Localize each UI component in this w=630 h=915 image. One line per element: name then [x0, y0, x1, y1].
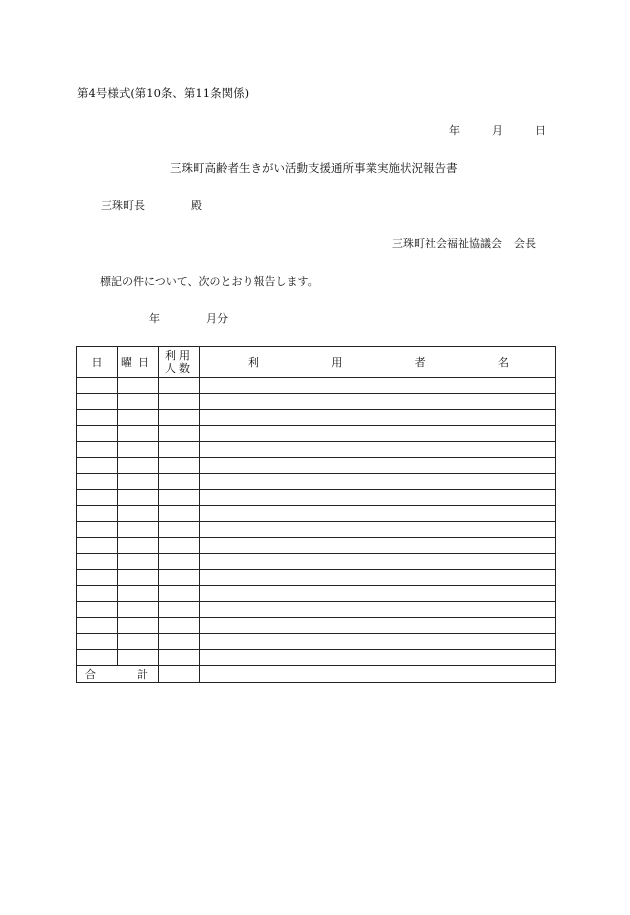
- table-row: [77, 650, 556, 666]
- users-cell[interactable]: [200, 506, 556, 522]
- table-row: [77, 522, 556, 538]
- users-cell[interactable]: [200, 410, 556, 426]
- table-row: [77, 458, 556, 474]
- header-day: 日: [77, 347, 118, 378]
- weekday-cell[interactable]: [118, 394, 159, 410]
- count-cell[interactable]: [159, 490, 200, 506]
- day-cell[interactable]: [77, 394, 118, 410]
- date-year: 年: [449, 124, 460, 137]
- day-cell[interactable]: [77, 458, 118, 474]
- total-label: [77, 666, 159, 683]
- weekday-cell[interactable]: [118, 522, 159, 538]
- count-cell[interactable]: [159, 410, 200, 426]
- total-users-cell[interactable]: [200, 666, 556, 683]
- table-row: [77, 570, 556, 586]
- count-cell[interactable]: [159, 586, 200, 602]
- count-cell[interactable]: [159, 522, 200, 538]
- day-cell[interactable]: [77, 474, 118, 490]
- table-row: [77, 378, 556, 394]
- sender-role: 会長: [514, 237, 536, 250]
- users-cell[interactable]: [200, 474, 556, 490]
- total-count-cell[interactable]: [159, 666, 200, 683]
- count-cell[interactable]: [159, 378, 200, 394]
- day-cell[interactable]: [77, 634, 118, 650]
- header-users-char: 用: [331, 356, 343, 369]
- form-number: 第4号様式(第10条、第11条関係): [77, 86, 250, 100]
- count-cell[interactable]: [159, 618, 200, 634]
- period-month: 月分: [206, 312, 228, 325]
- sender: [392, 238, 536, 249]
- weekday-cell[interactable]: [118, 474, 159, 490]
- count-cell[interactable]: [159, 426, 200, 442]
- users-cell[interactable]: [200, 570, 556, 586]
- table-body: [77, 378, 556, 666]
- count-cell[interactable]: [159, 394, 200, 410]
- table-row: [77, 506, 556, 522]
- weekday-cell[interactable]: [118, 410, 159, 426]
- weekday-cell[interactable]: [118, 586, 159, 602]
- day-cell[interactable]: [77, 618, 118, 634]
- table-row: [77, 586, 556, 602]
- users-cell[interactable]: [200, 394, 556, 410]
- day-cell[interactable]: [77, 602, 118, 618]
- count-cell[interactable]: [159, 650, 200, 666]
- users-cell[interactable]: [200, 602, 556, 618]
- total-char: 計: [137, 668, 148, 681]
- day-cell[interactable]: [77, 570, 118, 586]
- addressee-honorific: 殿: [191, 199, 202, 212]
- day-cell[interactable]: [77, 650, 118, 666]
- day-cell[interactable]: [77, 410, 118, 426]
- users-cell[interactable]: [200, 586, 556, 602]
- day-cell[interactable]: [77, 522, 118, 538]
- day-cell[interactable]: [77, 378, 118, 394]
- table-row: [77, 394, 556, 410]
- users-cell[interactable]: [200, 522, 556, 538]
- day-cell[interactable]: [77, 538, 118, 554]
- weekday-cell[interactable]: [118, 442, 159, 458]
- weekday-cell[interactable]: [118, 554, 159, 570]
- count-cell[interactable]: [159, 538, 200, 554]
- table-row: [77, 634, 556, 650]
- count-cell[interactable]: [159, 570, 200, 586]
- users-cell[interactable]: [200, 458, 556, 474]
- table-row: [77, 538, 556, 554]
- count-cell[interactable]: [159, 506, 200, 522]
- users-cell[interactable]: [200, 634, 556, 650]
- header-users-char: 者: [414, 356, 426, 369]
- report-period: [149, 313, 228, 324]
- count-cell[interactable]: [159, 634, 200, 650]
- header-users-char: 名: [497, 356, 509, 369]
- count-cell[interactable]: [159, 554, 200, 570]
- weekday-cell[interactable]: [118, 570, 159, 586]
- day-cell[interactable]: [77, 442, 118, 458]
- table-row: [77, 618, 556, 634]
- header-count-line1: 利用: [165, 349, 193, 362]
- header-count-line2: 人数: [165, 362, 193, 375]
- count-cell[interactable]: [159, 474, 200, 490]
- weekday-cell[interactable]: [118, 602, 159, 618]
- total-char: 合: [85, 668, 96, 681]
- weekday-cell[interactable]: [118, 458, 159, 474]
- table-row: [77, 490, 556, 506]
- users-cell[interactable]: [200, 650, 556, 666]
- weekday-cell[interactable]: [118, 506, 159, 522]
- users-cell[interactable]: [200, 378, 556, 394]
- addressee-name: 三珠町長: [101, 199, 145, 212]
- weekday-cell[interactable]: [118, 426, 159, 442]
- day-cell[interactable]: [77, 506, 118, 522]
- table-row: [77, 442, 556, 458]
- count-cell[interactable]: [159, 442, 200, 458]
- table-row: [77, 554, 556, 570]
- day-cell[interactable]: [77, 490, 118, 506]
- addressee: [101, 200, 202, 211]
- document-title: 三珠町高齢者生きがい活動支援通所事業実施状況報告書: [170, 161, 458, 175]
- sender-org: 三珠町社会福祉協議会: [392, 237, 502, 250]
- table-row: [77, 426, 556, 442]
- weekday-cell[interactable]: [118, 538, 159, 554]
- day-cell[interactable]: [77, 426, 118, 442]
- table-row: [77, 410, 556, 426]
- users-cell[interactable]: [200, 442, 556, 458]
- users-cell[interactable]: [200, 426, 556, 442]
- intro-text: 標記の件について、次のとおり報告します。: [100, 275, 319, 288]
- table-row: [77, 474, 556, 490]
- weekday-cell[interactable]: [118, 650, 159, 666]
- total-row: [77, 666, 556, 683]
- weekday-cell[interactable]: [118, 618, 159, 634]
- table-row: [77, 602, 556, 618]
- day-cell[interactable]: [77, 554, 118, 570]
- count-cell[interactable]: [159, 458, 200, 474]
- users-cell[interactable]: [200, 618, 556, 634]
- header-users-char: 利: [248, 356, 259, 369]
- users-cell[interactable]: [200, 490, 556, 506]
- header-weekday: 曜日: [118, 347, 159, 378]
- header-users: [200, 347, 556, 378]
- weekday-cell[interactable]: [118, 378, 159, 394]
- users-cell[interactable]: [200, 538, 556, 554]
- weekday-cell[interactable]: [118, 490, 159, 506]
- count-cell[interactable]: [159, 602, 200, 618]
- date-month: 月: [492, 124, 503, 137]
- table-header-row: [77, 347, 556, 378]
- weekday-cell[interactable]: [118, 634, 159, 650]
- date-day: 日: [535, 124, 546, 137]
- date-line: [449, 125, 546, 136]
- report-table: [76, 346, 556, 683]
- period-year: 年: [149, 312, 160, 325]
- users-cell[interactable]: [200, 554, 556, 570]
- header-count: [159, 347, 200, 378]
- day-cell[interactable]: [77, 586, 118, 602]
